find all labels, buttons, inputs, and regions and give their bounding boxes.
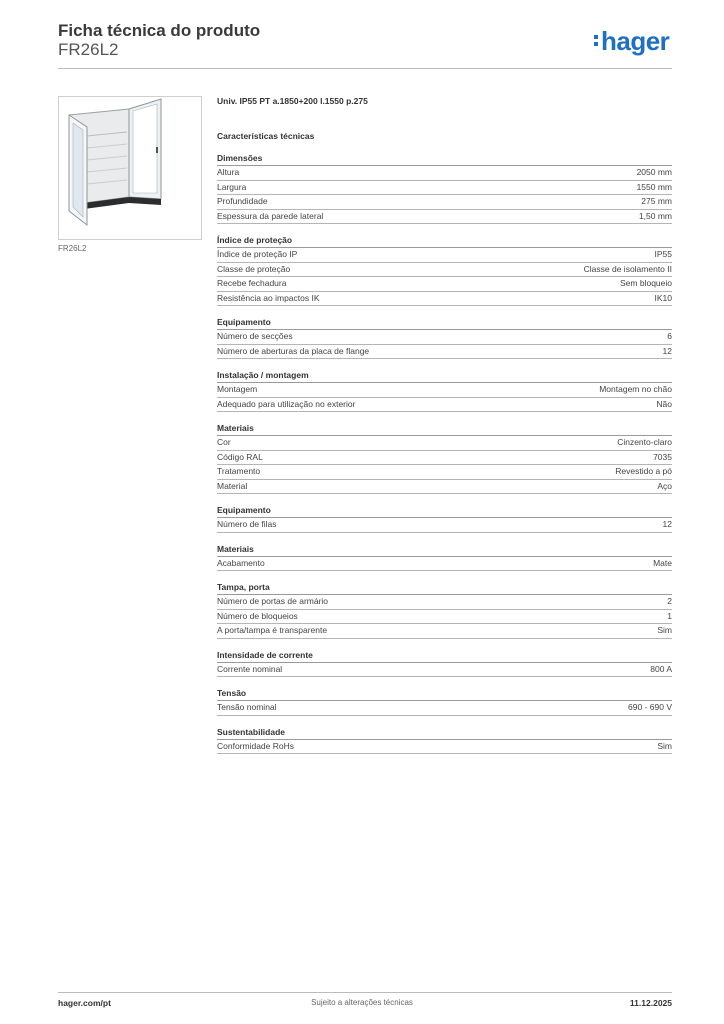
spec-value: 12 — [662, 345, 672, 356]
product-code: FR26L2 — [58, 40, 119, 59]
spec-row — [217, 330, 672, 345]
spec-label: A porta/tampa é transparente — [217, 625, 328, 635]
spec-label: Largura — [217, 181, 247, 192]
section-title: Sustentabilidade — [217, 727, 672, 740]
spec-label: Corrente nominal — [217, 663, 283, 674]
spec-row — [217, 451, 672, 466]
hager-logo — [594, 26, 669, 57]
spec-label: Índice de proteção IP — [217, 249, 298, 259]
spec-row — [217, 248, 672, 263]
spec-section — [217, 505, 672, 533]
spec-row — [217, 595, 672, 610]
spec-value: 800 A — [650, 663, 672, 674]
spec-row — [217, 263, 672, 278]
cabinet-illustration-icon — [59, 97, 201, 239]
spec-label: Conformidade RoHs — [217, 740, 295, 751]
section-title: Tensão — [217, 688, 672, 701]
spec-row — [217, 518, 672, 533]
spec-row — [217, 195, 672, 210]
spec-value: IP55 — [654, 249, 672, 259]
spec-label: Resistência ao impactos IK — [217, 292, 320, 303]
section-title: Equipamento — [217, 505, 672, 518]
spec-value: 2 — [667, 596, 672, 606]
spec-value: Montagem no chão — [599, 384, 672, 394]
section-title: Índice de proteção — [217, 235, 672, 248]
spec-row — [217, 557, 672, 572]
product-image — [58, 96, 202, 240]
spec-section — [217, 688, 672, 716]
spec-row — [217, 436, 672, 451]
spec-label: Espessura da parede lateral — [217, 210, 324, 221]
footer-website: hager.com/pt — [58, 998, 111, 1008]
footer-note: Sujeito a alterações técnicas — [311, 998, 413, 1007]
spec-label: Número de filas — [217, 519, 277, 529]
image-caption: FR26L2 — [58, 244, 87, 253]
spec-value: 2050 mm — [636, 167, 672, 177]
spec-row — [217, 624, 672, 639]
spec-section — [217, 423, 672, 494]
spec-value: 6 — [667, 331, 672, 341]
spec-section — [217, 727, 672, 755]
spec-value: Sem bloqueio — [620, 278, 672, 288]
spec-value: Sim — [657, 740, 672, 751]
spec-row — [217, 610, 672, 625]
spec-label: Tratamento — [217, 466, 261, 476]
spec-value: Cinzento-claro — [617, 437, 672, 447]
section-title: Equipamento — [217, 317, 672, 330]
spec-row — [217, 210, 672, 225]
spec-label: Código RAL — [217, 451, 263, 462]
spec-label: Profundidade — [217, 196, 268, 206]
spec-sections — [217, 153, 672, 754]
spec-value: 1,50 mm — [638, 210, 672, 221]
spec-value: 1550 mm — [636, 181, 672, 192]
logo-text: hager — [601, 26, 670, 56]
spec-label: Número de bloqueios — [217, 610, 298, 621]
spec-value: Não — [656, 398, 672, 409]
spec-row — [217, 740, 672, 755]
spec-value: Mate — [653, 557, 672, 568]
spec-label: Adequado para utilização no exterior — [217, 398, 356, 409]
technical-characteristics-heading: Características técnicas — [217, 131, 315, 141]
product-description: Univ. IP55 PT a.1850+200 l.1550 p.275 — [217, 96, 368, 106]
spec-row — [217, 701, 672, 716]
spec-section — [217, 153, 672, 224]
spec-row — [217, 166, 672, 181]
spec-value: 690 - 690 V — [628, 702, 672, 712]
spec-value: 12 — [662, 519, 672, 529]
section-title: Instalação / montagem — [217, 370, 672, 383]
spec-label: Número de aberturas da placa de flange — [217, 345, 370, 356]
spec-content — [217, 96, 672, 765]
spec-section — [217, 544, 672, 572]
spec-section — [217, 582, 672, 639]
spec-label: Número de secções — [217, 331, 293, 341]
spec-label: Recebe fechadura — [217, 278, 287, 288]
spec-row — [217, 181, 672, 196]
spec-label: Acabamento — [217, 557, 265, 568]
spec-row — [217, 277, 672, 292]
spec-value: IK10 — [654, 292, 672, 303]
footer-date: 11.12.2025 — [629, 998, 672, 1008]
spec-value: 275 mm — [641, 196, 672, 206]
spec-label: Tensão nominal — [217, 702, 277, 712]
section-title: Dimensões — [217, 153, 672, 166]
spec-label: Montagem — [217, 384, 258, 394]
spec-row — [217, 480, 672, 495]
spec-value: Aço — [657, 480, 672, 491]
section-title: Intensidade de corrente — [217, 650, 672, 663]
spec-row — [217, 465, 672, 480]
page-title: Ficha técnica do produto — [58, 21, 261, 40]
spec-value: 1 — [667, 610, 672, 621]
header-divider — [58, 68, 672, 69]
spec-label: Classe de proteção — [217, 263, 291, 274]
spec-section — [217, 370, 672, 412]
spec-value: Revestido a pó — [615, 466, 672, 476]
spec-value: Classe de isolamento II — [583, 263, 672, 274]
spec-label: Cor — [217, 437, 231, 447]
spec-label: Número de portas de armário — [217, 596, 329, 606]
spec-value: Sim — [657, 625, 672, 635]
section-title: Materiais — [217, 544, 672, 557]
section-title: Tampa, porta — [217, 582, 672, 595]
spec-row — [217, 383, 672, 398]
spec-row — [217, 345, 672, 360]
spec-label: Altura — [217, 167, 240, 177]
footer-divider — [58, 992, 672, 993]
spec-section — [217, 317, 672, 359]
logo-dots-icon — [594, 32, 599, 49]
spec-section — [217, 235, 672, 306]
spec-row — [217, 663, 672, 678]
spec-label: Material — [217, 480, 248, 491]
spec-row — [217, 398, 672, 413]
spec-value: 7035 — [653, 451, 672, 462]
spec-section — [217, 650, 672, 678]
section-title: Materiais — [217, 423, 672, 436]
spec-row — [217, 292, 672, 307]
